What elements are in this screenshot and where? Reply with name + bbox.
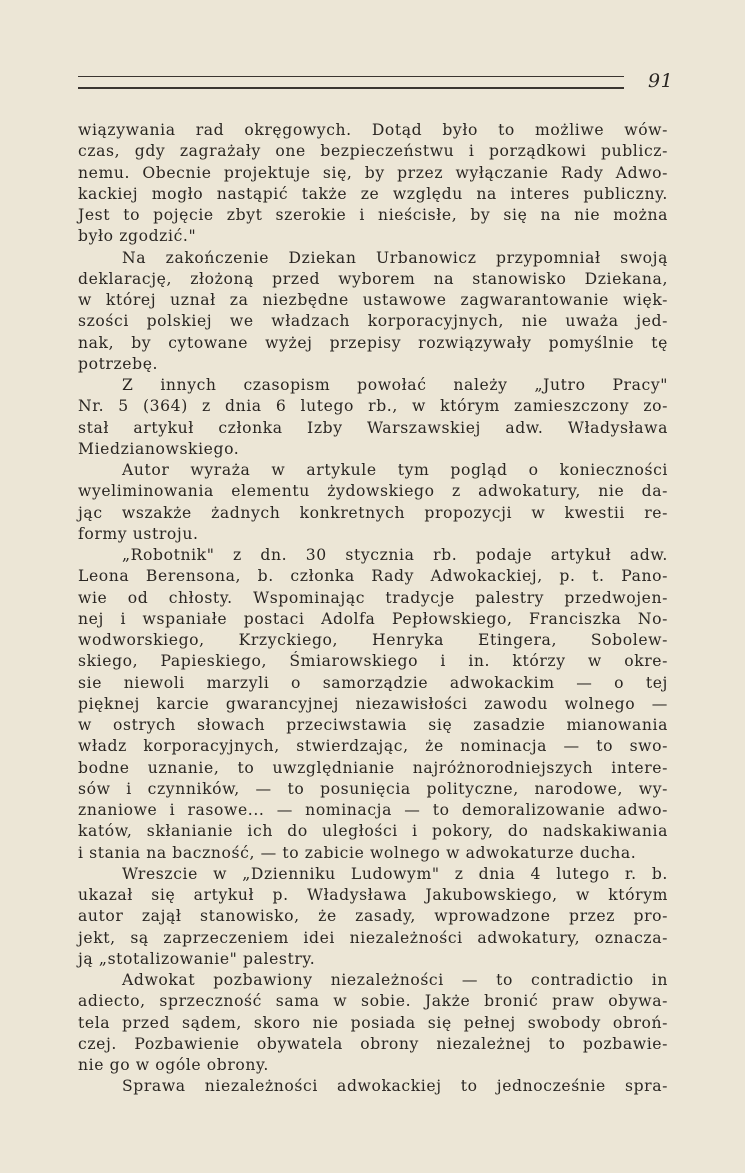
text-line: Sprawa niezależności adwokackiej to jednocześnie spra- [122, 1077, 668, 1096]
text-line: Adwokat pozbawiony niezależności — to contradictio in [122, 971, 668, 989]
paragraph [78, 545, 668, 864]
paragraph [78, 120, 668, 248]
text-line: skiego, Papieskiego, Śmiarowskiego i in. którzy w okre- [78, 652, 668, 671]
text-line: było zgodzić." [78, 227, 197, 246]
page-number: 91 [648, 70, 674, 92]
text-line: nej i wspaniałe postaci Adolfa Pepłowskiego, Franciszka No- [78, 609, 668, 628]
text-line: bodne uznanie, to uwzględnianie najróżnorodniejszych intere- [78, 758, 668, 777]
text-line: sie niewoli marzyli o samorządzie adwokackim — o tej [78, 673, 668, 692]
text-line: Miedzianowskiego. [78, 439, 240, 458]
text-line: wyeliminowania elementu żydowskiego z adwokatury, nie da- [78, 482, 668, 501]
paragraph [78, 864, 668, 970]
text-line: adiecto, sprzeczność sama w sobie. Jakże bronić praw obywa- [78, 992, 668, 1011]
text-line: sów i czynników, — to posunięcia polityczne, narodowe, wy- [78, 779, 668, 798]
text-line: czej. Pozbawienie obywatela obrony niezależnej to pozbawie- [78, 1034, 668, 1053]
text-line: wodworskiego, Krzyckiego, Henryka Etingera, Sobolew- [78, 631, 668, 649]
text-line: potrzebę. [78, 354, 159, 373]
text-line: jekt, są zaprzeczeniem idei niezależności adwokatury, oznacza- [78, 928, 668, 947]
header-rule [78, 76, 624, 89]
text-line: stał artykuł członka Izby Warszawskiej adw. Władysława [78, 418, 668, 437]
paragraph [78, 1076, 668, 1097]
text-line: wiązywania rad okręgowych. Dotąd było to możliwe wów- [78, 121, 668, 139]
text-line: władz korporacyjnych, stwierdzając, że nominacja — to swo- [78, 737, 668, 756]
text-line: nak, by cytowane wyżej przepisy rozwiązywały pomyślnie tę [78, 333, 668, 352]
text-line: i stania na baczność, — to zabicie wolnego w adwokaturze ducha. [78, 843, 637, 862]
text-line: Jest to pojęcie zbyt szerokie i nieścisłe, by się na nie można [78, 206, 668, 224]
text-line: pięknej karcie gwarancyjnej niezawisłości zawodu wolnego — [78, 694, 668, 713]
text-line: Leona Berensona, b. członka Rady Adwokackiej, p. t. Pano- [78, 567, 668, 586]
paragraph [78, 460, 668, 545]
text-line: Nr. 5 (364) z dnia 6 lutego rb., w którym zamieszczony zo- [78, 397, 668, 416]
text-line: autor zajął stanowisko, że zasady, wprowadzone przez pro- [78, 907, 668, 926]
text-line: nie go w ogóle obrony. [78, 1056, 269, 1074]
text-line: jąc wszakże żadnych konkretnych propozycji w kwestii re- [78, 503, 668, 522]
paragraph [78, 970, 668, 1076]
text-line: ukazał się artykuł p. Władysława Jakubowskiego, w którym [78, 886, 668, 904]
text-line: formy ustroju. [78, 524, 199, 543]
text-line: wie od chłosty. Wspominając tradycje palestry przedwojen- [78, 588, 668, 607]
text-line: tela przed sądem, skoro nie posiada się pełnej swobody obroń- [78, 1013, 668, 1032]
text-line: katów, skłanianie ich do uległości i pokory, do nadskakiwania [78, 822, 668, 841]
text-line: Z innych czasopism powołać należy „Jutro Pracy" [122, 376, 668, 394]
body-text [78, 120, 668, 1098]
text-line: w ostrych słowach przeciwstawia się zasadzie mianowania [78, 716, 668, 734]
text-line: w której uznał za niezbędne ustawowe zagwarantowanie więk- [78, 291, 668, 309]
text-line: Wreszcie w „Dzienniku Ludowym" z dnia 4 lutego r. b. [122, 864, 668, 883]
text-line: ją „stotalizowanie" palestry. [78, 949, 316, 968]
text-line: szości polskiej we władzach korporacyjnych, nie uważa jed- [78, 312, 668, 331]
text-line: Autor wyraża w artykule tym pogląd o konieczności [122, 461, 668, 479]
text-line: „Robotnik" z dn. 30 stycznia rb. podaje artykuł adw. [122, 546, 668, 564]
paragraph [78, 375, 668, 460]
text-line: kackiej mogło nastąpić także ze względu na interes publiczny. [78, 184, 668, 203]
text-line: czas, gdy zagrażały one bezpieczeństwu i porządkowi publicz- [78, 142, 668, 161]
paragraph [78, 248, 668, 376]
text-line: deklarację, złożoną przed wyborem na stanowisko Dziekana, [78, 269, 668, 288]
text-line: znaniowe i rasowe... — nominacja — to demoralizowanie adwo- [78, 801, 668, 819]
text-line: nemu. Obecnie projektuje się, by przez wyłączanie Rady Adwo- [78, 163, 668, 182]
text-line: Na zakończenie Dziekan Urbanowicz przypomniał swoją [122, 248, 668, 267]
